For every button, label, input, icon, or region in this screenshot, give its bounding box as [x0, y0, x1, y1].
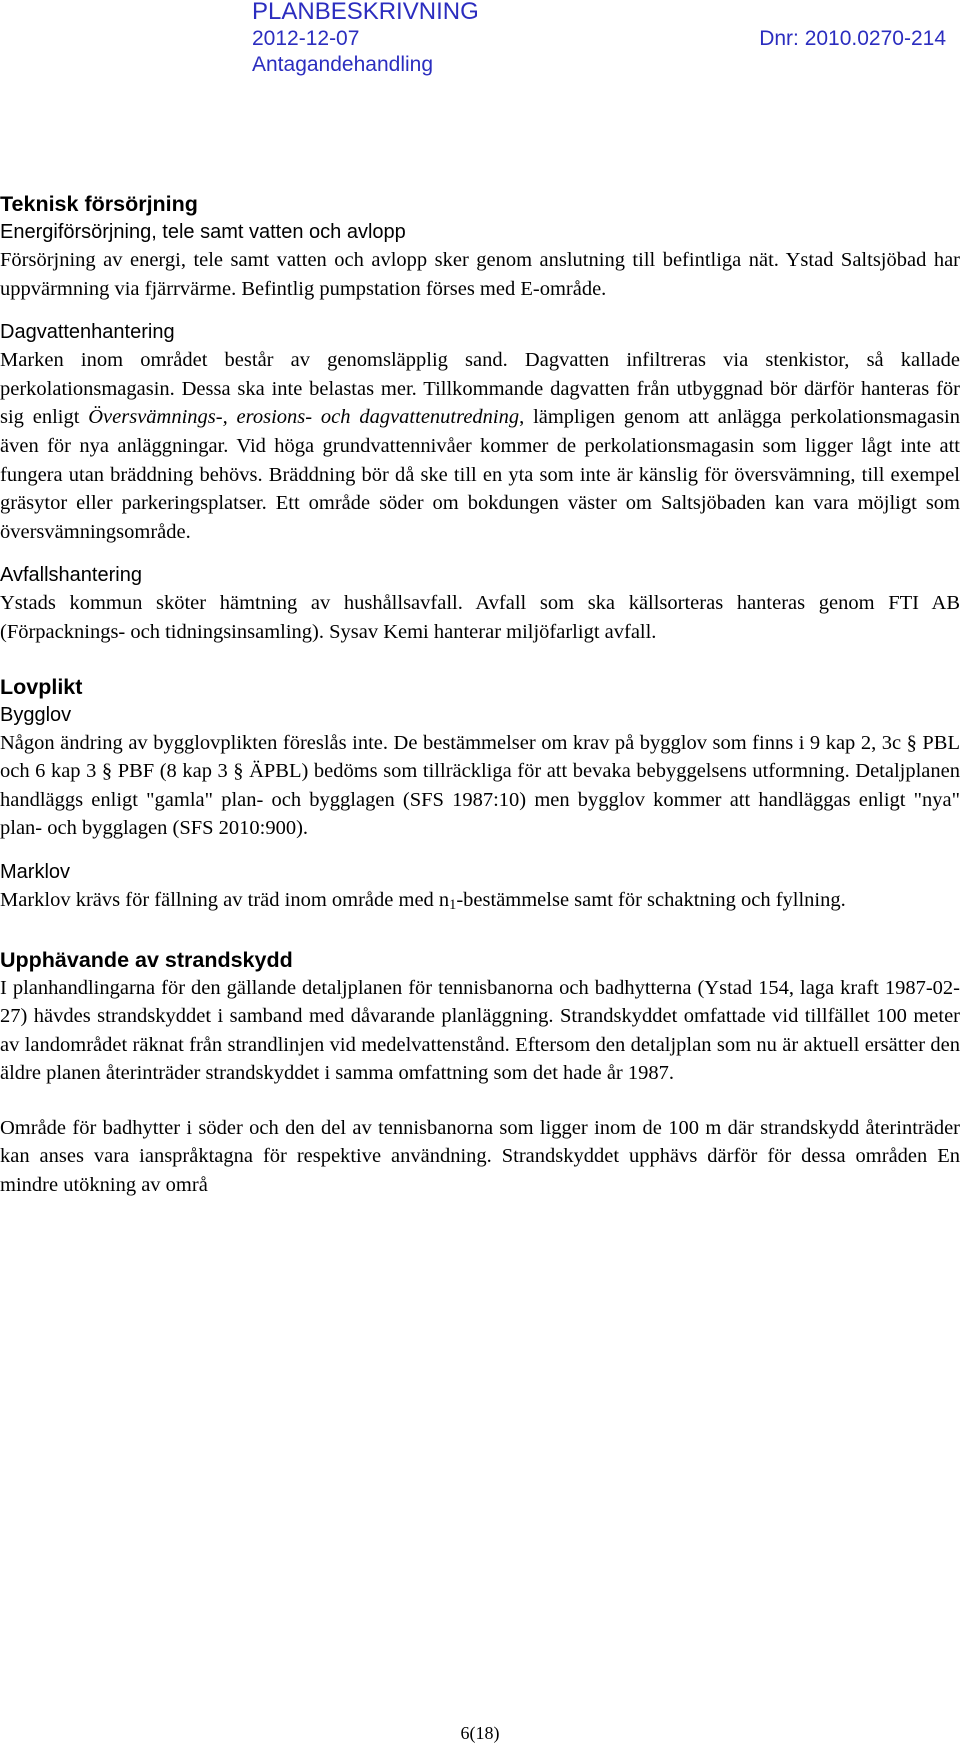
doc-title: PLANBESKRIVNING: [252, 0, 479, 25]
paragraph-strandskydd-1: I planhandlingarna för den gällande detaljplanen för tennisbanorna och badhytterna (Ystad 154, laga kraft 1987-02-27) hävdes strandskyddet i samband med dåvarande planläggning. Strandskyddet omfattade vid tillfället 100 meter av landområdet räknat från strandlinjen vid medelvattenstånd. Eftersom den detaljplan som nu är aktuell ersätter den äldre planen återinträder strandskyddet i samma omfattning som det hade år 1987.: [0, 976, 960, 1085]
heading-teknisk-forsorjning: Teknisk försörjning: [0, 192, 198, 216]
paragraph-marklov-part2: -bestämmelse samt för schaktning och fyllning.: [456, 888, 846, 911]
doc-content: [0, 190, 960, 1200]
paragraph-avfallshantering: Ystads kommun sköter hämtning av hushållsavfall. Avfall som ska källsorteras hanteras genom FTI AB (Förpacknings- och tidningsinsamling). Sysav Kemi hanterar miljöfarligt avfall.: [0, 592, 960, 643]
paragraph-dagvatten-part2: , lämpligen genom att anlägga perkolationsmagasin även för nya anläggningar. Vid höga grundvattennivåer kommer de perkolationsmagasin som ligger lågt inte att fungera utan bräddning behövs. Bräddning bör då ske till en yta som inte är känslig för översvämning, till exempel gräsytor eller parkeringsplatser. Ett område söder om bokdungen väster om Saltsjöbaden kan vara möjligt som översvämningsområde.: [0, 406, 960, 543]
paragraph-bygglov: Någon ändring av bygglovplikten föreslås inte. De bestämmelser om krav på bygglov som finns i 9 kap 2, 3c § PBL och 6 kap 3 § PBF (8 kap 3 § ÄPBL) bedöms som tillräckliga för att bevaka bebyggelsens utformning. Detaljplanen handläggs enligt "gamla" plan- och bygglagen (SFS 1987:10) men bygglov kommer att handläggas enligt "nya" plan- och bygglagen (SFS 2010:900).: [0, 731, 960, 840]
doc-dnr: Dnr: 2010.0270-214: [759, 27, 946, 50]
report-title-italic: Översvämnings-, erosions- och dagvattenutredning: [88, 406, 520, 429]
paragraph-marklov-part1: Marklov krävs för fällning av träd inom område med n: [0, 888, 450, 911]
doc-stage: Antagandehandling: [252, 53, 434, 76]
subscript-1: 1: [449, 896, 457, 913]
subheading-marklov: Marklov: [0, 860, 71, 883]
paragraph-marklov: [0, 886, 960, 920]
paragraph-dagvattenhantering: [0, 346, 960, 546]
subheading-dagvattenhantering: Dagvattenhantering: [0, 321, 175, 344]
heading-lovplikt: Lovplikt: [0, 674, 83, 699]
subheading-bygglov: Bygglov: [0, 703, 72, 726]
page-number: 6(18): [460, 1723, 500, 1743]
heading-upphavande-strandskydd: Upphävande av strandskydd: [0, 947, 293, 972]
subheading-avfallshantering: Avfallshantering: [0, 564, 142, 587]
subheading-energiforsorjning: Energiförsörjning, tele samt vatten och avlopp: [0, 221, 406, 243]
paragraph-strandskydd-2: Område för badhytter i söder och den del av tennisbanorna som ligger inom de 100 m där strandskydd återinträder kan anses vara ianspråktagna för respektive användning. Strandskyddet upphävs därför för dessa områden En mindre utökning av områ: [0, 1116, 960, 1197]
paragraph-dagvatten-part1: Marken inom området består av genomsläpplig sand. Dagvatten infiltreras via stenkistor, så kallade perkolationsmagasin. Dessa ska inte belastas mer. Tillkommande dagvatten från utbyggnad bör därför hanteras för sig enligt: [0, 349, 960, 429]
paragraph-energiforsorjning: Försörjning av energi, tele samt vatten och avlopp sker genom anslutning till befintliga nät. Ystad Saltsjöbad har uppvärmning via fjärrvärme. Befintlig pumpstation förses med E-område.: [0, 249, 960, 300]
doc-date: 2012-12-07: [252, 27, 360, 50]
